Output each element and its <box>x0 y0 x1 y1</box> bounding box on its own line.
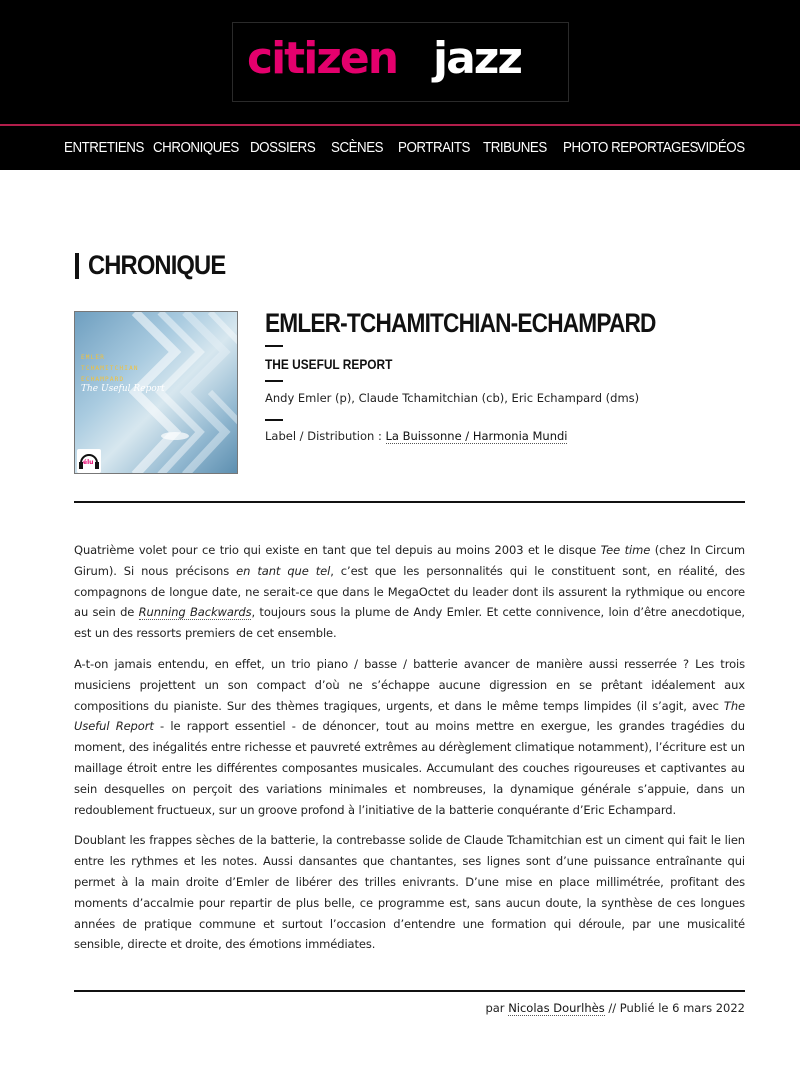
nav-item-tribunes[interactable]: TRIBUNES <box>483 140 547 156</box>
section-title-bar <box>75 253 79 279</box>
article-paragraph <box>74 540 745 644</box>
logo-text-citizen: citizen <box>247 33 398 84</box>
cover-artist-line-3: ECHAMPARD <box>81 376 125 383</box>
album-label-row <box>265 429 567 443</box>
section-title: CHRONIQUE <box>88 250 226 280</box>
author-link[interactable]: Nicolas Dourlhès <box>508 1001 605 1015</box>
running-backwards-link[interactable] <box>139 605 252 620</box>
album-musicians: Andy Emler (p), Claude Tchamitchian (cb), Eric Echampard (dms) <box>265 391 640 405</box>
byline-prefix: par <box>485 1001 509 1015</box>
content-divider-top <box>74 501 745 503</box>
text-run: Quatrième volet pour ce trio qui existe en tant que tel depuis au moins 2003 et le disque <box>74 543 601 557</box>
short-divider <box>265 419 283 421</box>
site-header <box>0 0 800 125</box>
nav-item-videos[interactable]: VIDÉOS <box>697 140 745 156</box>
elu-badge <box>77 449 101 473</box>
link-text: Running Backwards <box>138 605 252 620</box>
site-logo[interactable] <box>232 22 569 102</box>
nav-item-chroniques[interactable]: CHRONIQUES <box>153 140 239 156</box>
byline <box>485 1001 745 1015</box>
text-run: , c’est que les personnalités qui le constituent sont, en réalité, des compagnons de longue date, ne serait-ce que dans le MegaOctet du leader dont ils assurent la rythmique ou encore au sein de <box>74 563 745 620</box>
article-paragraph: Doublant les frappes sèches de la batterie, la contrebasse solide de Claude Tchamitchian est un ciment qui fait le lien entre les rythmes et les notes. Aussi dansantes que chantantes, ses lignes sont d’une puissance entraînante qui permet à la main droite d’Emler de libérer des trilles enivrants. D’une mise en place millimétrée, profitant des moments d’accalmie pour repartir de plus belle, ce programme est, sans aucun doute, la synthèse de ces longues années de pratique commune et surtout l’occasion d’entendre une formation qui déroule, par une musicalité sensible, directe et droite, des émotions immédiates. <box>74 833 745 952</box>
logo-graphic <box>233 23 570 103</box>
nav-item-entretiens[interactable]: ENTRETIENS <box>64 140 144 156</box>
publish-date: // Publié le 6 mars 2022 <box>604 1001 745 1015</box>
short-divider <box>265 380 283 382</box>
emphasis-text: en tant que tel <box>236 563 331 578</box>
album-reference: Tee time <box>600 543 651 557</box>
label-prefix: Label / Distribution : <box>265 429 386 443</box>
elu-badge-label: élu <box>83 459 94 466</box>
article-body <box>74 540 745 965</box>
cover-artist-line-1: EMLER <box>81 354 106 361</box>
nav-item-scenes[interactable]: SCÈNES <box>331 140 384 156</box>
content-divider-bottom <box>74 990 745 992</box>
nav-item-dossiers[interactable]: DOSSIERS <box>250 140 316 156</box>
short-divider <box>265 345 283 347</box>
logo-text-jazz: jazz <box>433 33 521 84</box>
text-run: - le rapport essentiel - de dénoncer, tout au moins mettre en exergue, les grandes tragédies du moment, des inégalités entre richesse et pauvreté extrêmes au dérèglement climatique notamment), l’écriture est un maillage étroit entre les différentes composantes musicales. Accumulant des couches rigoureuses et captivantes au sein desquelles on perçoit des variations minimales et nombreuses, la dynamique générale s’appuie, dans un redoublement fructueux, sur un groove profond à l’initiative de la batterie conquérante d’Eric Echampard. <box>74 719 745 817</box>
nav-item-portraits[interactable]: PORTRAITS <box>398 140 470 156</box>
main-nav <box>0 126 800 170</box>
nav-item-photo-reportages[interactable]: PHOTO REPORTAGES <box>563 140 698 156</box>
article-paragraph <box>74 654 745 820</box>
label-link[interactable]: La Buissonne / Harmonia Mundi <box>385 429 568 443</box>
album-cover <box>74 311 238 474</box>
album-title: THE USEFUL REPORT <box>265 356 393 372</box>
cover-artist-line-2: TCHAMITCHIAN <box>81 365 139 372</box>
text-run: (chez In Circum Girum). Si nous précisons <box>74 543 745 578</box>
album-artist: EMLER-TCHAMITCHIAN-ECHAMPARD <box>265 308 656 338</box>
album-reference: The Useful Report <box>74 698 745 734</box>
cover-album-title: The Useful Report <box>81 384 165 394</box>
text-run: A-t-on jamais entendu, en effet, un trio piano / basse / batterie avancer de manière aussi resserrée ? Les trois musiciens projettent un son compact d’où ne s’échappe aucune digression en se prêtant idéalement aux compositions du pianiste. Sur des thèmes tragiques, urgents, et dans le même temps limpides (il s’agit, avec <box>74 656 745 713</box>
text-run: , toujours sous la plume de Andy Emler. Et cette connivence, loin d’être anecdotique, est un des ressorts premiers de cet ensemble. <box>74 605 745 641</box>
